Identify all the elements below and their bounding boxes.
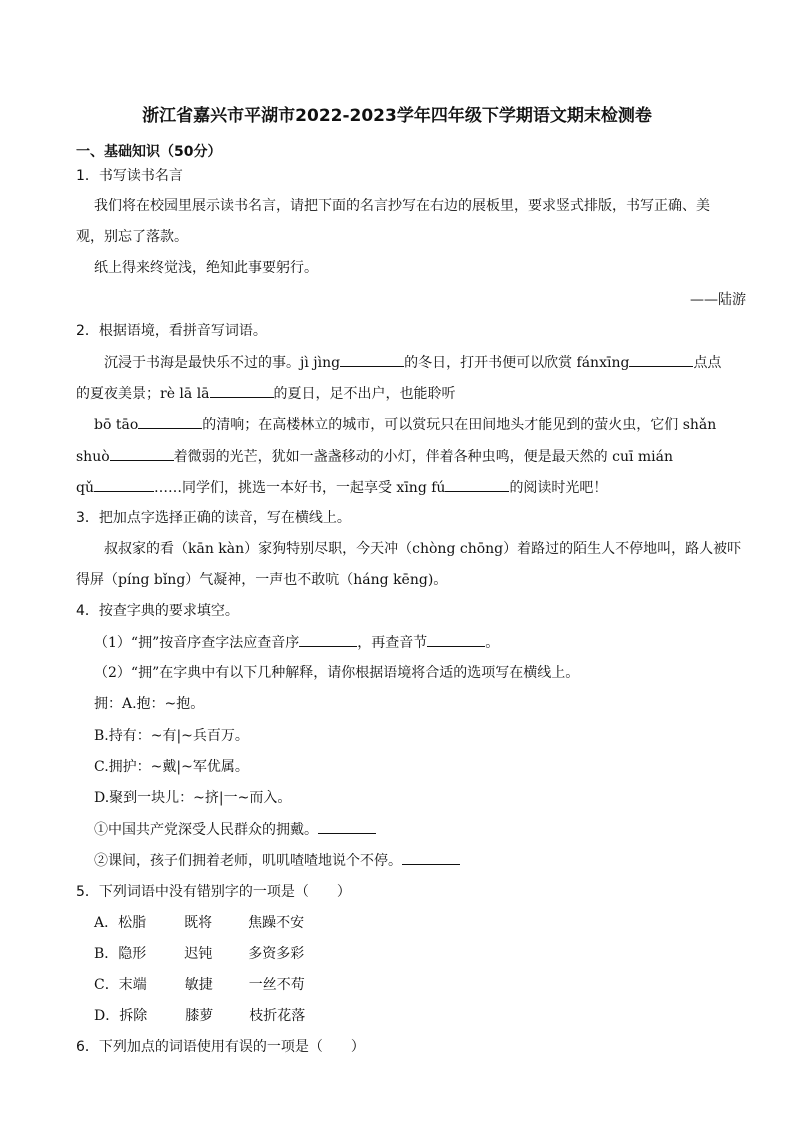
question-1-paragraph-cont: 观，别忘了落款。 xyxy=(76,229,188,245)
text: （1）“拥”按音序查字法应查音序 xyxy=(94,635,300,651)
choice-label: D． xyxy=(94,1008,120,1024)
page-title: 浙江省嘉兴市平湖市2022-2023学年四年级下学期语文期末检测卷 xyxy=(142,106,652,126)
question-4-sub-1 xyxy=(94,632,746,653)
question-5-heading: 5．下列词语中没有错别字的一项是（ ） xyxy=(76,884,351,900)
answer-blank[interactable] xyxy=(340,352,404,367)
text: 的夏夜美景；rè lā lā xyxy=(76,386,210,402)
option-b: B.持有：~有|~兵百万。 xyxy=(94,728,249,744)
choice-label: C． xyxy=(94,977,119,993)
answer-blank[interactable] xyxy=(402,850,460,865)
example-1 xyxy=(94,819,746,840)
word: 松脂 xyxy=(118,915,147,931)
choice-c[interactable] xyxy=(94,975,746,995)
answer-blank[interactable] xyxy=(210,383,274,398)
text: 点点 xyxy=(693,355,722,371)
word: 隐形 xyxy=(118,946,147,962)
word: 一丝不苟 xyxy=(248,977,305,993)
question-4-sub-2: （2）“拥”在字典中有以下几种解释，请你根据语境将合适的选项写在横线上。 xyxy=(94,665,580,681)
question-3-heading: 3．把加点字选择正确的读音，写在横线上。 xyxy=(76,510,351,526)
option-d: D.聚到一块儿：~挤|一~而入。 xyxy=(94,790,292,806)
answer-blank[interactable] xyxy=(318,819,376,834)
choice-d[interactable] xyxy=(94,1006,746,1026)
option-c: C.拥护：~戴|~军优属。 xyxy=(94,759,249,775)
text: 的冬日，打开书便可以欣赏 fánxīng xyxy=(404,355,630,371)
answer-blank[interactable] xyxy=(427,632,485,647)
word: 多资多彩 xyxy=(248,946,305,962)
quote-author: ——陆游 xyxy=(690,292,746,308)
question-2-line-1 xyxy=(104,352,746,373)
choice-label: A． xyxy=(94,915,119,931)
answer-blank[interactable] xyxy=(110,446,174,461)
question-2-line-3 xyxy=(94,414,746,435)
answer-blank[interactable] xyxy=(299,632,357,647)
choice-a[interactable] xyxy=(94,913,746,933)
section-heading: 一、基础知识（50分） xyxy=(76,144,222,160)
question-6-heading: 6．下列加点的词语使用有误的一项是（ ） xyxy=(76,1039,365,1055)
word: 敏捷 xyxy=(184,977,213,993)
word: 末端 xyxy=(118,977,147,993)
text: 沉浸于书海是最快乐不过的事。jì jìng xyxy=(104,355,341,371)
text: 的清响；在高楼林立的城市，可以赏玩只在田间地头才能见到的萤火虫，它们 shǎn xyxy=(202,417,717,433)
answer-blank[interactable] xyxy=(138,414,202,429)
text: bō tāo xyxy=(94,417,139,433)
text: shuò xyxy=(76,449,110,465)
option-a: 拥：A.抱：~抱。 xyxy=(94,696,205,712)
text: ②课间，孩子们拥着老师，叽叽喳喳地说个不停。 xyxy=(94,853,402,869)
text: ……同学们，挑选一本好书，一起享受 xīng fú xyxy=(153,480,446,496)
text: 。 xyxy=(485,635,500,651)
word: 拆除 xyxy=(119,1008,148,1024)
answer-blank[interactable] xyxy=(445,477,509,492)
text: qǔ xyxy=(76,480,94,496)
question-1-paragraph: 我们将在校园里展示读书名言，请把下面的名言抄写在右边的展板里，要求竖式排版，书写正确、美 xyxy=(94,198,710,214)
question-2-line-5 xyxy=(76,477,746,498)
question-3-line-2: 得屏（píng bǐng）气凝神，一声也不敢吭（háng kēng)。 xyxy=(76,572,448,588)
choice-b[interactable] xyxy=(94,944,746,964)
question-1-heading: 1．书写读书名言 xyxy=(76,168,183,184)
answer-blank[interactable] xyxy=(94,477,154,492)
text: ，再查音节 xyxy=(357,635,428,651)
question-4-heading: 4．按查字典的要求填空。 xyxy=(76,603,239,619)
text: 的夏日，足不出户，也能聆听 xyxy=(273,386,456,402)
quote-text: 纸上得来终觉浅，绝知此事要躬行。 xyxy=(94,260,318,276)
choice-label: B． xyxy=(94,946,119,962)
question-2-heading: 2．根据语境，看拼音写词语。 xyxy=(76,323,267,339)
example-2 xyxy=(94,850,746,871)
question-2-line-2 xyxy=(76,383,746,404)
question-3-line-1: 叔叔家的看（kān kàn）家狗特别尽职，今天冲（chòng chōng）着路过的陌生人不停地叫，路人被吓 xyxy=(104,541,742,557)
word: 焦躁不安 xyxy=(248,915,305,931)
text: 的阅读时光吧！ xyxy=(509,480,608,496)
word: 迟钝 xyxy=(184,946,213,962)
question-2-line-4 xyxy=(76,446,746,467)
word: 膝萝 xyxy=(185,1008,214,1024)
word: 枝折花落 xyxy=(249,1008,306,1024)
word: 既将 xyxy=(184,915,213,931)
answer-blank[interactable] xyxy=(629,352,693,367)
text: 着微弱的光芒，犹如一盏盏移动的小灯，伴着各种虫鸣，便是最天然的 cuī mián xyxy=(173,449,674,465)
text: ①中国共产党深受人民群众的拥戴。 xyxy=(94,822,318,838)
